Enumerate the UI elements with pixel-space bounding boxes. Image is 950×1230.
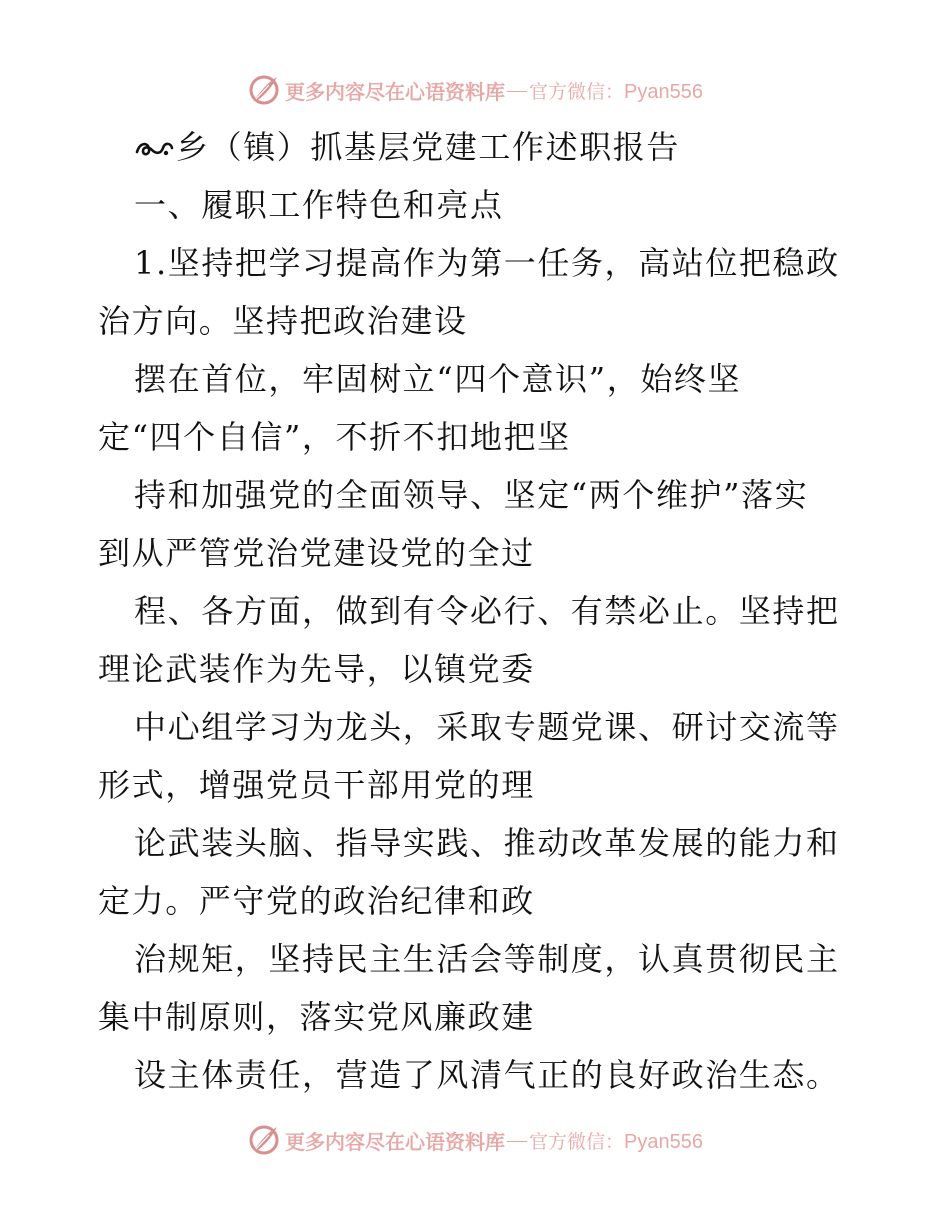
feather-pen-logo-icon	[247, 1123, 281, 1157]
section-heading: 一、履职工作特色和亮点	[134, 186, 504, 224]
watermark-dash: —	[507, 78, 527, 101]
watermark-footer	[0, 1120, 950, 1160]
paragraph-line: 1.坚持把学习提高作为第一任务，高站位把稳政	[134, 244, 840, 282]
watermark-header	[0, 70, 950, 110]
paragraph-line: 治规矩，坚持民主生活会等制度，认真贯彻民主	[134, 940, 840, 978]
feather-pen-logo-icon	[247, 73, 281, 107]
paragraph-line: 到从严管党治党建设党的全过	[98, 534, 535, 572]
document-title	[98, 118, 858, 176]
paragraph-line: 中心组学习为龙头，采取专题党课、研讨交流等	[134, 708, 840, 746]
watermark-contact-handle: Pyan556	[624, 80, 703, 103]
paragraph-line: 论武装头脑、指导实践、推动改革发展的能力和	[134, 824, 840, 862]
document-title-text: 乡（镇）抓基层党建工作述职报告	[176, 128, 681, 166]
paragraph-line: 治方向。坚持把政治建设	[98, 302, 468, 340]
watermark-contact	[529, 77, 703, 104]
document-body	[98, 118, 858, 1104]
watermark-brand-text: 更多内容尽在心语资料库	[285, 1129, 505, 1154]
paragraph-line: 定“四个自信”，不折不扣地把坚	[98, 418, 571, 456]
watermark-contact-label: 官方微信：	[529, 80, 625, 103]
watermark-contact-handle: Pyan556	[624, 1130, 703, 1153]
decorative-flourish-icon	[134, 132, 174, 162]
watermark-brand-text: 更多内容尽在心语资料库	[285, 79, 505, 104]
paragraph-line: 持和加强党的全面领导、坚定“两个维护”落实	[134, 476, 809, 514]
watermark-dash: —	[507, 1128, 527, 1151]
watermark-contact-label: 官方微信：	[529, 1130, 625, 1153]
paragraph-line: 理论武装作为先导，以镇党委	[98, 650, 535, 688]
paragraph-line: 摆在首位，牢固树立“四个意识”，始终坚	[134, 360, 742, 398]
paragraph-line: 程、各方面，做到有令必行、有禁必止。坚持把	[134, 592, 840, 630]
watermark-contact	[529, 1127, 703, 1154]
paragraph-line: 定力。严守党的政治纪律和政	[98, 882, 535, 920]
paragraph-line: 设主体责任，营造了风清气正的良好政治生态。	[134, 1056, 840, 1094]
paragraph-line: 集中制原则，落实党风廉政建	[98, 998, 535, 1036]
paragraph-line: 形式，增强党员干部用党的理	[98, 766, 535, 804]
